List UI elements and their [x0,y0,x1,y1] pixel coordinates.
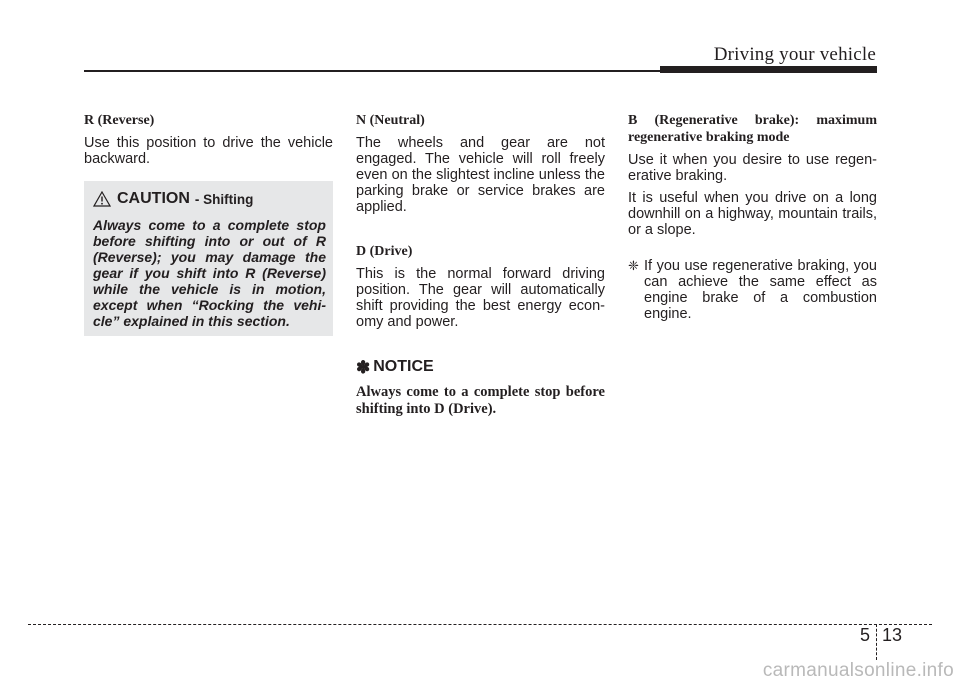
watermark: carmanualsonline.info [762,660,954,681]
notice-text: Always come to a complete stop before shifting into D (Drive). [356,384,605,417]
notice-title [356,358,605,376]
warning-triangle-icon [93,191,111,207]
header-rule-thin [84,70,660,72]
note-text: If you use regenerative braking, you can achieve the same effect as engine brake of a combustion engine. [644,258,877,322]
caution-title [84,190,333,208]
section-header-title: Driving your vehicle [713,44,876,65]
neutral-heading: N (Neutral) [356,113,425,128]
notice-icon: ✽ [356,357,371,377]
reverse-heading: R (Reverse) [84,113,155,128]
caution-label: CAUTION [117,190,190,207]
regen-note [628,258,877,322]
caution-text: Always come to a complete stop before shifting into or out of R (Reverse); you may damage the gear if you shift into R (Reverse) while the vehicle is in motion, except when “Rocking the vehi- cle” explained in this section. [93,217,326,329]
caution-subtitle: - Shifting [194,191,254,207]
neutral-text: The wheels and gear are not engaged. The vehicle will roll freely even on the slightest incline unless the parking brake or service brakes are applied. [356,135,605,215]
footer-page-divider [876,624,877,660]
footer-dashed-rule [28,624,932,625]
header-rule-thick [660,66,877,73]
spacer [628,244,877,258]
note-icon: ❈ [628,258,639,273]
spacer [356,221,605,243]
caution-box [84,181,333,336]
regen-text-1: Use it when you desire to use regen- erative braking. [628,152,877,184]
notice-label: NOTICE [373,358,434,375]
regen-heading: B (Regenerative brake): maximum regenerative braking mode [628,113,877,145]
regen-text-2: It is useful when you drive on a long downhill on a highway, mountain trails, or a slope. [628,190,877,238]
drive-heading: D (Drive) [356,244,413,259]
drive-text: This is the normal forward driving position. The gear will automatically shift providing the best energy econ- omy and power. [356,266,605,330]
column-neutral-drive [356,112,605,418]
column-regenerative [628,112,877,322]
spacer [356,336,605,358]
chapter-number: 5 [859,625,870,645]
column-reverse [84,112,333,173]
reverse-text: Use this position to drive the vehicle backward. [84,135,333,167]
page-number: 13 [882,625,903,645]
